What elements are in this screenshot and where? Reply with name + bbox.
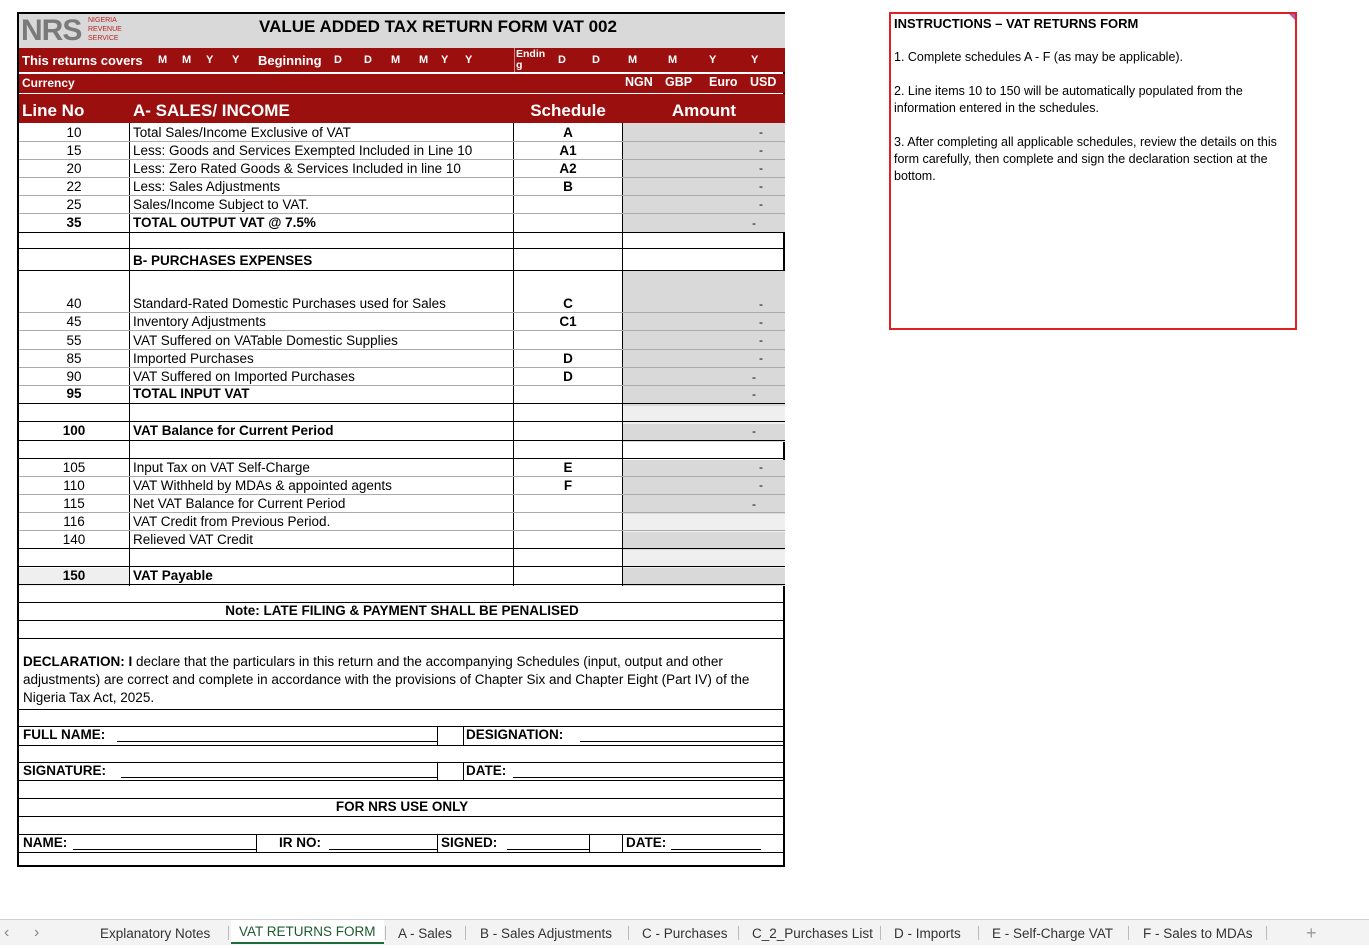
schedule-link-c1[interactable]: C1 xyxy=(559,314,577,329)
line-desc-116: VAT Credit from Previous Period. xyxy=(133,514,331,529)
ending-boxes[interactable] xyxy=(558,54,788,70)
currency-label: Currency xyxy=(22,76,75,90)
line-no-85: 85 xyxy=(66,351,82,366)
beginning-box-3[interactable]: M xyxy=(391,54,401,66)
schedule-link-e[interactable]: E xyxy=(563,460,573,475)
line-desc-55: VAT Suffered on VATable Domestic Supplies xyxy=(133,333,398,348)
date-field[interactable] xyxy=(513,777,785,778)
line-no-116: 116 xyxy=(63,514,85,529)
nrs-logo xyxy=(21,15,131,47)
beginning-label: Beginning xyxy=(258,53,322,68)
instruction-3: 3. After completing all applicable schedules, review the details on this form carefully, then complete and sign the declaration section at the bottom. xyxy=(894,135,1277,183)
tab-scroll-right-icon[interactable]: › xyxy=(34,924,40,941)
line-no-20: 20 xyxy=(66,161,82,176)
ending-box-5[interactable]: Y xyxy=(709,54,717,66)
logo-sub-1: NIGERIA xyxy=(88,17,117,24)
ending-box-1[interactable]: D xyxy=(558,54,566,66)
signature-label: SIGNATURE: xyxy=(23,763,106,778)
instructions-title: INSTRUCTIONS – VAT RETURNS FORM xyxy=(894,16,1139,31)
tab-b-sales-adjustments[interactable]: B - Sales Adjustments xyxy=(480,926,613,941)
tab-a-sales[interactable]: A - Sales xyxy=(398,926,453,941)
line-desc-22: Less: Sales Adjustments xyxy=(133,179,281,194)
nrs-name-label: NAME: xyxy=(23,835,68,850)
amount-95: - xyxy=(752,387,756,401)
line-no-90: 90 xyxy=(66,369,82,384)
beginning-box-4[interactable]: M xyxy=(419,54,429,66)
line-no-150: 150 xyxy=(62,568,86,583)
full-name-label: FULL NAME: xyxy=(23,727,106,742)
schedule-link-d-2[interactable]: D xyxy=(563,369,573,384)
line-desc-10: Total Sales/Income Exclusive of VAT xyxy=(133,125,351,140)
col-section-a: A- SALES/ INCOME xyxy=(133,101,290,120)
beginning-box-6[interactable]: Y xyxy=(465,54,473,66)
line-desc-140: Relieved VAT Credit xyxy=(133,532,254,547)
nrs-date-field[interactable] xyxy=(671,849,761,850)
vat-return-form xyxy=(17,12,785,867)
amount-40: - xyxy=(759,297,763,311)
ending-label: Endin g xyxy=(516,49,546,71)
line-desc-150: VAT Payable xyxy=(133,568,213,583)
signed-label: SIGNED: xyxy=(441,835,498,850)
line-no-140: 140 xyxy=(62,532,86,547)
amount-90: - xyxy=(752,370,756,384)
ending-box-6[interactable]: Y xyxy=(751,54,759,66)
line-no-115: 115 xyxy=(63,496,85,511)
line-desc-105: Input Tax on VAT Self-Charge xyxy=(133,460,310,475)
form-title: VALUE ADDED TAX RETURN FORM VAT 002 xyxy=(259,17,617,36)
currency-euro[interactable]: Euro xyxy=(709,75,738,89)
signed-field[interactable] xyxy=(507,849,589,850)
amount-45: - xyxy=(759,315,763,329)
amount-55: - xyxy=(759,333,763,347)
line-desc-35: TOTAL OUTPUT VAT @ 7.5% xyxy=(133,215,316,230)
line-desc-40: Standard-Rated Domestic Purchases used for Sales xyxy=(133,296,446,311)
date-label: DATE: xyxy=(466,763,507,778)
beginning-box-1[interactable]: D xyxy=(334,54,342,66)
beginning-box-5[interactable]: Y xyxy=(441,54,449,66)
currency-ngn[interactable]: NGN xyxy=(625,75,653,89)
tab-f-sales-to-mdas[interactable]: F - Sales to MDAs xyxy=(1143,926,1253,941)
logo-sub-3: SERVICE xyxy=(88,35,119,42)
schedule-link-a1[interactable]: A1 xyxy=(559,143,577,158)
line-desc-90: VAT Suffered on Imported Purchases xyxy=(133,369,355,384)
tab-e-self-charge-vat[interactable]: E - Self-Charge VAT xyxy=(992,926,1114,941)
ending-box-4[interactable]: M xyxy=(668,54,678,66)
designation-label: DESIGNATION: xyxy=(466,727,564,742)
line-desc-100: VAT Balance for Current Period xyxy=(133,423,334,438)
logo-text: NRS xyxy=(21,15,82,47)
amount-85: - xyxy=(759,351,763,365)
amount-105: - xyxy=(759,460,763,474)
comment-marker-icon xyxy=(1289,14,1295,20)
tab-d-imports[interactable]: D - Imports xyxy=(894,926,961,941)
covers-label: This returns covers xyxy=(22,53,143,68)
covers-box-4[interactable]: Y xyxy=(232,54,240,66)
col-amount: Amount xyxy=(671,101,737,120)
schedule-link-c[interactable]: C xyxy=(563,296,573,311)
beginning-boxes[interactable] xyxy=(334,54,514,70)
schedule-link-b[interactable]: B xyxy=(563,179,573,194)
covers-box-2[interactable]: M xyxy=(182,54,192,66)
instruction-1: 1. Complete schedules A - F (as may be applicable). xyxy=(894,50,1184,64)
line-desc-45: Inventory Adjustments xyxy=(133,314,266,329)
amount-22: - xyxy=(759,179,763,193)
line-no-110: 110 xyxy=(63,478,85,493)
amount-35: - xyxy=(752,216,756,230)
line-no-105: 105 xyxy=(62,460,86,475)
nrs-date-label: DATE: xyxy=(626,835,667,850)
ending-box-3[interactable]: M xyxy=(628,54,638,66)
designation-field[interactable] xyxy=(580,741,785,742)
line-desc-110: VAT Withheld by MDAs & appointed agents xyxy=(133,478,392,493)
line-no-25: 25 xyxy=(66,197,82,212)
line-desc-25: Sales/Income Subject to VAT. xyxy=(133,197,309,212)
line-no-15: 15 xyxy=(66,143,82,158)
instructions-box xyxy=(889,12,1297,330)
covers-box-1[interactable]: M xyxy=(158,54,168,66)
declaration xyxy=(23,653,781,707)
tab-vat-returns-form[interactable]: VAT RETURNS FORM xyxy=(231,920,384,944)
ir-no-label: IR NO: xyxy=(279,835,321,850)
sheet-tab-bar xyxy=(0,919,1369,945)
amount-115: - xyxy=(752,497,756,511)
line-desc-15: Less: Goods and Services Exempted Included in Line 10 xyxy=(133,143,473,158)
line-no-35: 35 xyxy=(66,215,82,230)
amount-15: - xyxy=(759,143,763,157)
line-no-55: 55 xyxy=(66,333,82,348)
line-no-95: 95 xyxy=(66,386,82,401)
beginning-box-2[interactable]: D xyxy=(364,54,372,66)
currency-gbp[interactable]: GBP xyxy=(665,75,693,89)
line-desc-115: Net VAT Balance for Current Period xyxy=(133,496,346,511)
col-line-no: Line No xyxy=(22,101,85,120)
add-sheet-icon[interactable]: + xyxy=(1306,923,1317,943)
line-desc-20: Less: Zero Rated Goods & Services Included in line 10 xyxy=(133,161,461,176)
schedule-link-f[interactable]: F xyxy=(563,478,573,493)
line-desc-85: Imported Purchases xyxy=(133,351,254,366)
line-no-40: 40 xyxy=(66,296,82,311)
schedule-link-a2[interactable]: A2 xyxy=(559,161,577,176)
instruction-2: 2. Line items 10 to 150 will be automatically populated from the information entered in the schedules. xyxy=(894,84,1243,115)
section-b-heading: B- PURCHASES EXPENSES xyxy=(133,253,313,268)
amount-10: - xyxy=(759,125,763,139)
line-desc-95: TOTAL INPUT VAT xyxy=(133,386,250,401)
nrs-name-field[interactable] xyxy=(73,849,256,850)
line-no-22: 22 xyxy=(66,179,82,194)
ending-box-2[interactable]: D xyxy=(592,54,600,66)
ir-no-field[interactable] xyxy=(329,849,437,850)
covers-box-3[interactable]: Y xyxy=(206,54,214,66)
nrs-use-only: FOR NRS USE ONLY xyxy=(335,799,469,814)
logo-sub-2: REVENUE xyxy=(88,26,122,33)
schedule-link-d[interactable]: D xyxy=(563,351,573,366)
amount-20: - xyxy=(759,161,763,175)
tab-scroll-left-icon[interactable]: ‹ xyxy=(4,924,10,941)
tab-c2-purchases-list[interactable]: C_2_Purchases List xyxy=(752,926,873,941)
signature-field[interactable] xyxy=(121,777,437,778)
currency-usd[interactable]: USD xyxy=(750,75,777,89)
line-no-45: 45 xyxy=(66,314,82,329)
tab-c-purchases[interactable]: C - Purchases xyxy=(642,926,728,941)
full-name-field[interactable] xyxy=(117,741,437,742)
col-schedule: Schedule xyxy=(530,101,606,120)
late-filing-note: Note: LATE FILING & PAYMENT SHALL BE PENALISED xyxy=(225,603,579,618)
declaration-text: declare that the particulars in this return and the accompanying Schedules (input, output and other adjustments) are correct and complete in accordance with the provisions of Chapter Six and Chapter Eight (Part IV) of the Nigeria Tax Act, 2025. xyxy=(23,654,750,705)
amount-100: - xyxy=(752,424,756,438)
line-no-100: 100 xyxy=(62,423,86,438)
declaration-heading: DECLARATION: I xyxy=(23,654,133,669)
tab-explanatory-notes[interactable]: Explanatory Notes xyxy=(100,926,211,941)
schedule-link-a[interactable]: A xyxy=(563,125,573,140)
line-no-10: 10 xyxy=(66,125,82,140)
amount-25: - xyxy=(759,197,763,211)
amount-110: - xyxy=(759,478,763,492)
